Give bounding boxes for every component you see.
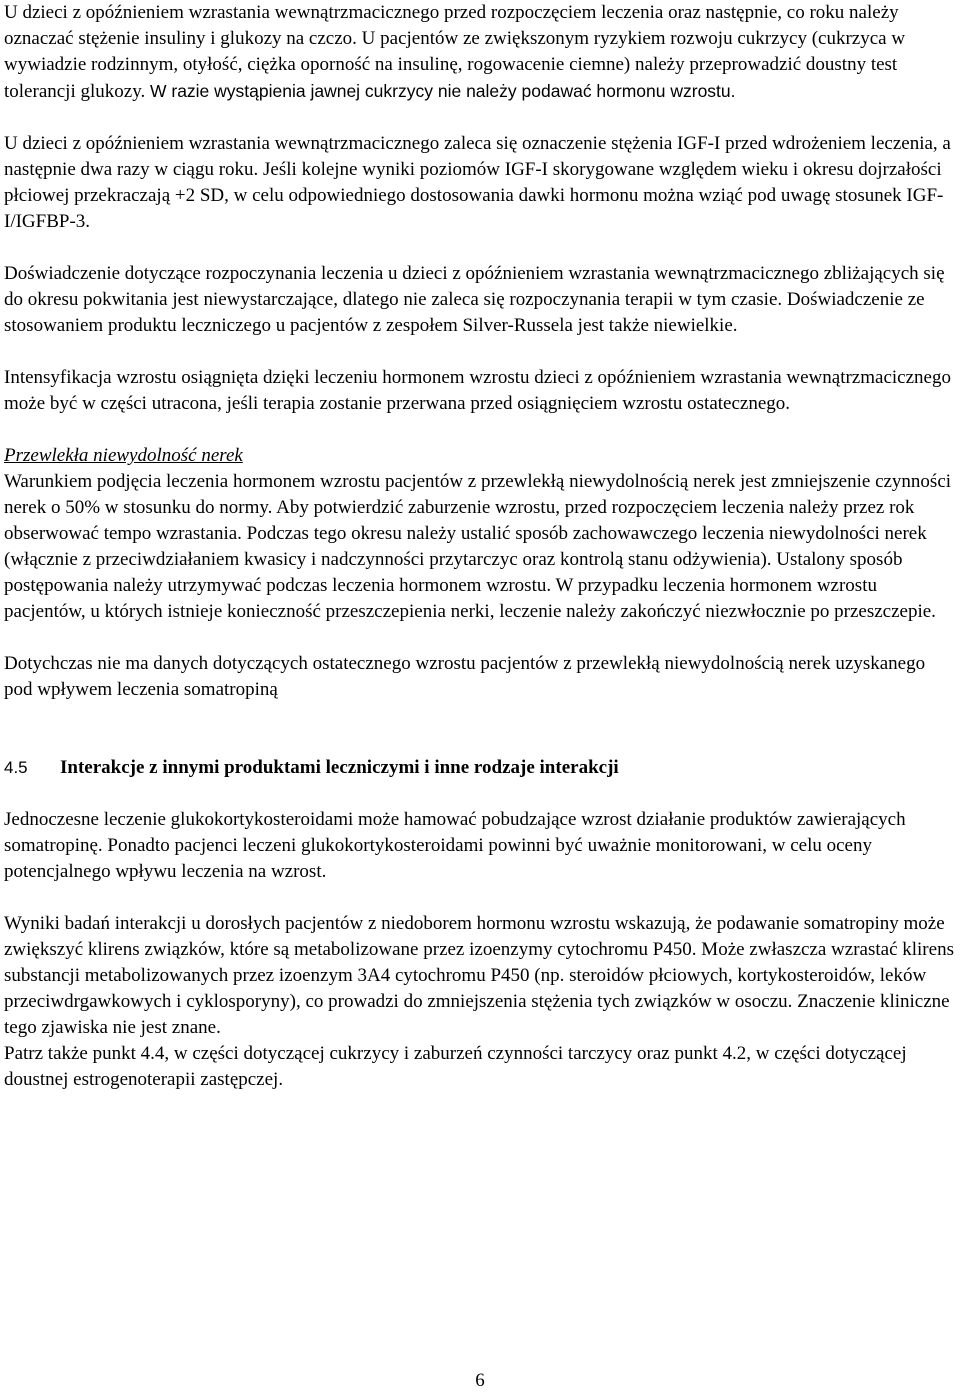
paragraph-renal-treatment: Warunkiem podjęcia leczenia hormonem wzrostu pacjentów z przewlekłą niewydolnością nerek jest zmniejszenie czynności nerek o 50% w stosunku do normy. Aby potwierdzić zaburzenie wzrostu, przed rozpoczęciem leczenia należy przez rok obserwować tempo wzrastania. Podczas tego okresu należy ustalić sposób zachowawczego leczenia niewydolności nerek (włącznie z przeciwdziałaniem kwasicy i nadczynności przytarczyc oraz kontrolą stanu odżywienia). Ustalony sposób postępowania należy utrzymywać podczas leczenia hormonem wzrostu. W przypadku leczenia hormonem wzrostu pacjentów, u których istnieje konieczność przeszczepienia nerki, leczenie należy zakończyć niezwłocznie po przeszczepie. bbox=[4, 471, 952, 622]
paragraph-puberty-experience: Doświadczenie dotyczące rozpoczynania leczenia u dzieci z opóźnieniem wzrastania wewnątrzmacicznego zbliżających się do okresu pokwitania jest niewystarczające, dlatego nie zaleca się rozpoczynania terapii w tym czasie. Doświadczenie ze stosowaniem produktu leczniczego u pacjentów z zespołem Silver-Russela jest także niewielkie. bbox=[4, 263, 945, 336]
paragraph-see-also: Patrz także punkt 4.4, w części dotyczącej cukrzycy i zaburzeń czynności tarczycy oraz punkt 4.2, w części dotyczącej doustnej estrogenoterapii zastępczej. bbox=[4, 1043, 907, 1090]
paragraph-cytochrome: Wyniki badań interakcji u dorosłych pacjentów z niedoborem hormonu wzrostu wskazują, że podawanie somatropiny może zwiększyć klirens związków, które są metabolizowane przez izoenzymy cytochromu P450. Może zwłaszcza wzrastać klirens substancji metabolizowanych przez izoenzym 3A4 cytochromu P450 (np. steroidów płciowych, kortykosteroidów, leków przeciwdrgawkowych i cyklosporyny), co prowadzi do zmniejszenia stężenia tych związków w osoczu. Znaczenie kliniczne tego zjawiska nie jest znane. bbox=[4, 913, 954, 1038]
paragraph-renal-data: Dotychczas nie ma danych dotyczących ostatecznego wzrostu pacjentów z przewlekłą niewydolnością nerek uzyskanego pod wpływem leczenia somatropiną bbox=[4, 653, 926, 700]
paragraph-diabetes-monitoring bbox=[4, 0, 954, 105]
paragraph-growth-intensification: Intensyfikacja wzrostu osiągnięta dzięki leczeniu hormonem wzrostu dzieci z opóźnieniem wzrastania wewnątrzmacicznego może być w części utracona, jeśli terapia zostanie przerwana przed osiągnięciem wzrostu ostatecznego. bbox=[4, 367, 951, 414]
section-heading-4-5 bbox=[4, 755, 954, 781]
paragraph-igf-monitoring: U dzieci z opóźnieniem wzrastania wewnątrzmacicznego zaleca się oznaczenie stężenia IGF-I przed wdrożeniem leczenia, a następnie dwa razy w ciągu roku. Jeśli kolejne wyniki poziomów IGF-I skorygowane względem wieku i okresu dojrzałości płciowej przekraczają +2 SD, w celu odpowiedniego dostosowania dawki hormonu można wziąć pod uwagę stosunek IGF-I/IGFBP-3. bbox=[4, 133, 951, 232]
paragraph-diabetes-text: U dzieci z opóźnieniem wzrastania wewnątrzmacicznego przed rozpoczęciem leczenia oraz następnie, co roku należy oznaczać stężenie insuliny i glukozy na czczo. U pacjentów ze zwiększonym ryzykiem rozwoju cukrzycy (cukrzyca w wywiadzie rodzinnym, otyłość, ciężka oporność na insulinę, rogowacenie ciemne) należy przeprowadzić doustny test tolerancji glukozy. bbox=[4, 2, 906, 102]
subheading-renal-insufficiency: Przewlekła niewydolność nerek bbox=[4, 445, 243, 466]
section-number: 4.5 bbox=[4, 758, 28, 777]
paragraph-glucocorticoids: Jednoczesne leczenie glukokortykosteroidami może hamować pobudzające wzrost działanie produktów zawierających somatropinę. Ponadto pacjenci leczeni glukokortykosteroidami powinni być uważnie monitorowani, w celu oceny potencjalnego wpływu leczenia na wzrost. bbox=[4, 809, 906, 882]
page-number: 6 bbox=[475, 1370, 485, 1391]
paragraph-diabetes-warning: W razie wystąpienia jawnej cukrzycy nie należy podawać hormonu wzrostu. bbox=[149, 81, 736, 101]
section-title: Interakcje z innymi produktami leczniczymi i inne rodzaje interakcji bbox=[60, 757, 619, 778]
